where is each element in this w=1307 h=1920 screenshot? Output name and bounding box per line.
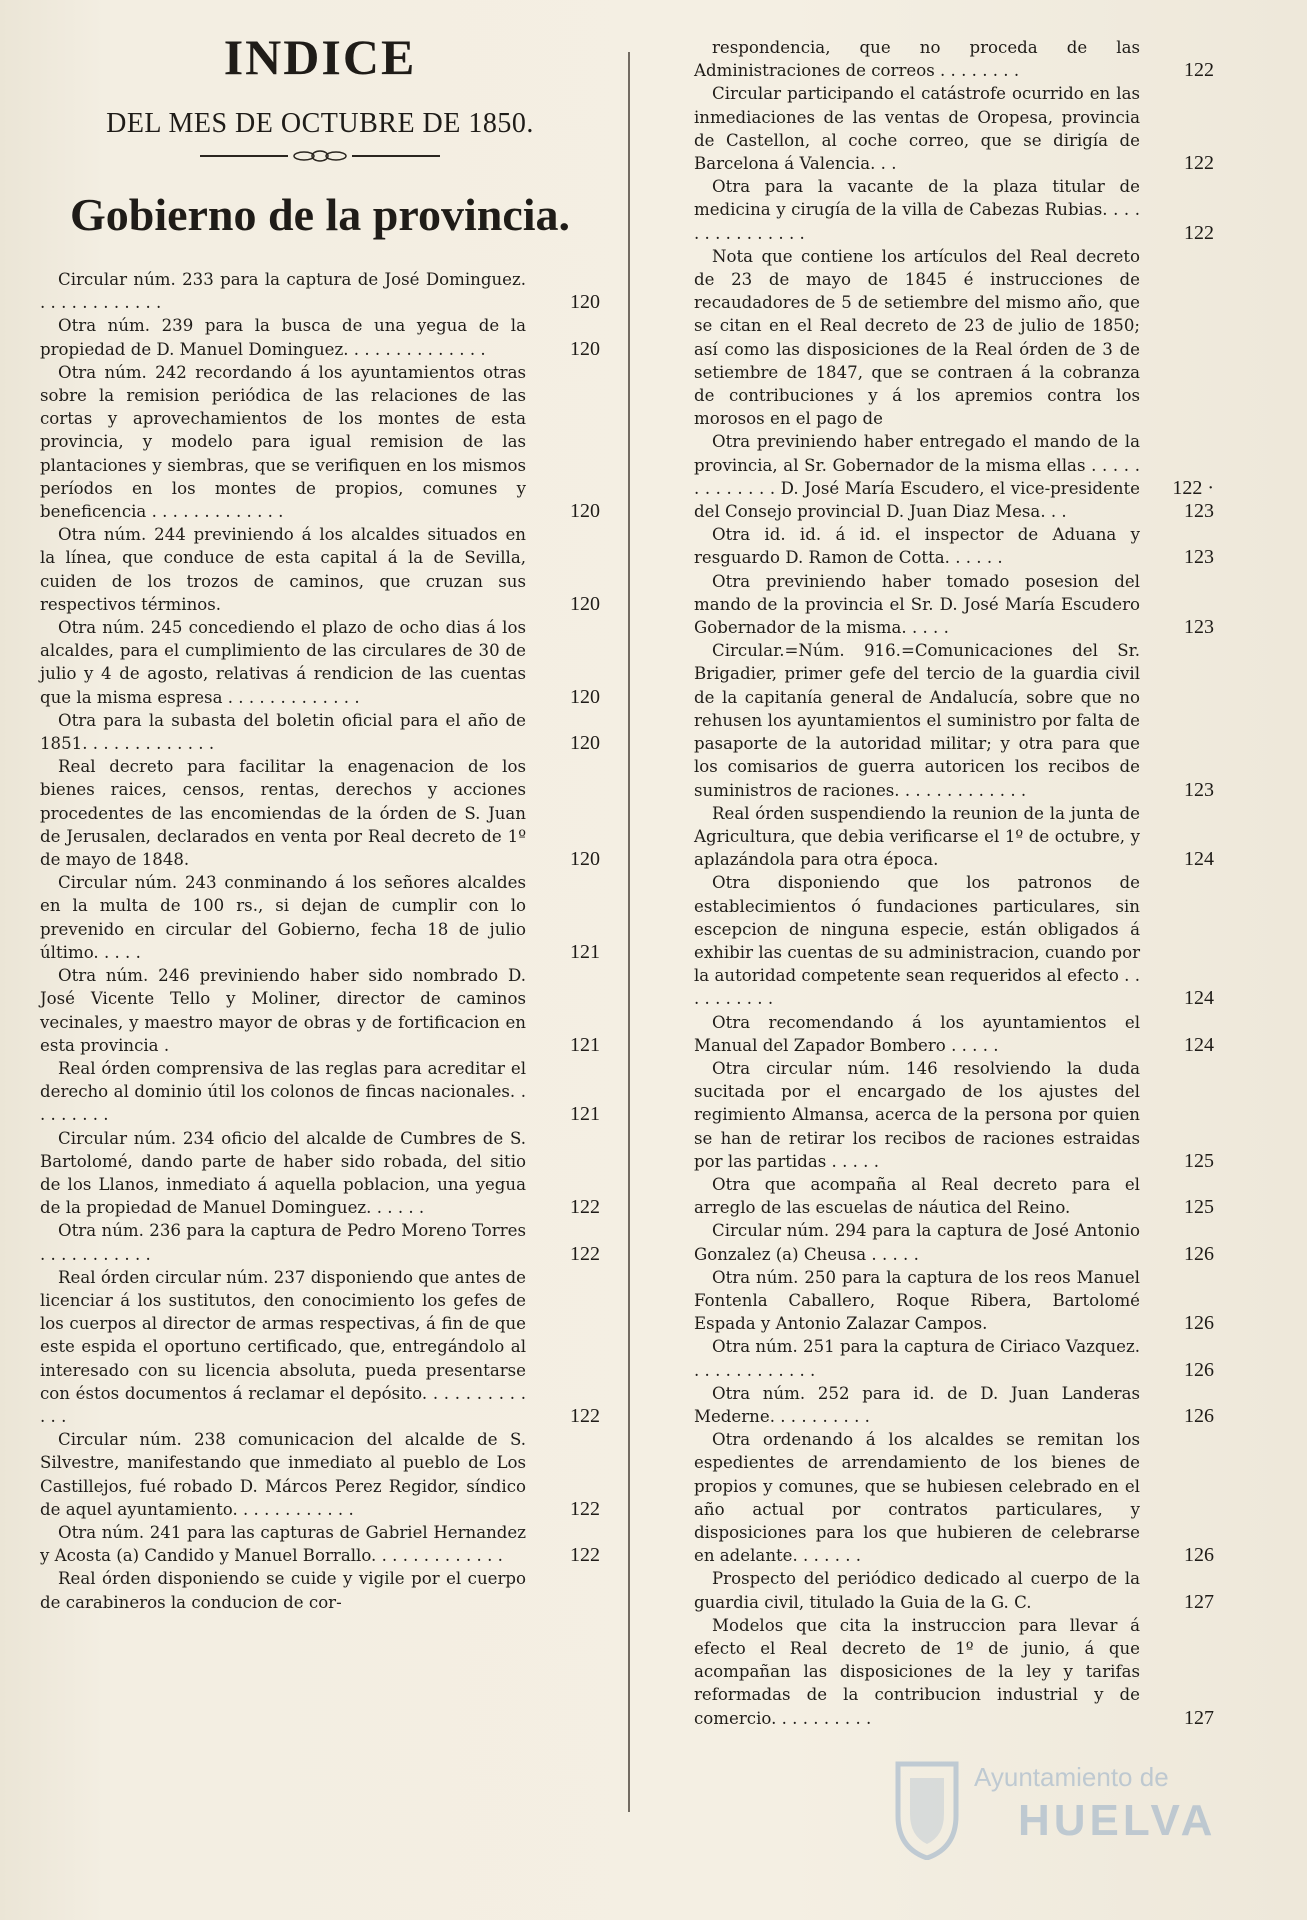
entry-text: Modelos que cita la instruccion para llevar á efecto el Real decreto de 1º de junio, á que acompañan las disposiciones de la ley y tarifas reformadas de la contribucion industrial y de comercio. . . . . . . . . . — [694, 1615, 1140, 1728]
watermark-line2: HUELVA — [1018, 1796, 1217, 1845]
index-entry — [694, 1219, 1214, 1265]
index-entry — [40, 871, 600, 964]
index-entry — [694, 245, 1214, 431]
index-entry — [40, 1266, 600, 1428]
watermark-line1: Ayuntamiento de — [974, 1762, 1169, 1792]
entry-text: Circular participando el catástrofe ocurrido en las inmediaciones de las ventas de Oropesa, provincia de Castellon, al coche correo, que se dirigía de Barcelona á Valencia. . . — [694, 84, 1140, 174]
index-entry — [694, 82, 1214, 175]
entry-text: Real órden disponiendo se cuide y vigile por el cuerpo de carabineros la conducion de cor- — [40, 1569, 526, 1612]
entry-page-number: 127 — [1184, 1590, 1214, 1613]
entry-page-number: 122 — [570, 1544, 600, 1567]
entry-text: Otra núm. 241 para las capturas de Gabriel Hernandez y Acosta (a) Candido y Manuel Borrallo. . . . . . . . . . . . . — [40, 1522, 526, 1566]
entry-page-number: 120 — [570, 848, 600, 871]
page-title: INDICE — [223, 29, 417, 85]
index-entry — [694, 1428, 1214, 1567]
entry-page-number: 122 — [1184, 152, 1214, 175]
entry-text: Otra núm. 252 para id. de D. Juan Landeras Mederne. . . . . . . . . . — [694, 1383, 1140, 1426]
entry-page-number: 122 — [570, 1196, 600, 1219]
entry-page-number: 126 — [1184, 1358, 1214, 1381]
index-entry — [40, 1567, 600, 1613]
entry-text: Otra previniendo haber entregado el mando de la provincia, al Sr. Gobernador de la misma ellas . . . . . . . . . . . . . D. José María Escudero, el vice-presidente del Consejo provincial D. Juan Diaz Mesa. . . — [694, 432, 1140, 522]
entry-page-number: 120 — [570, 291, 600, 314]
index-entry — [694, 802, 1214, 872]
index-entry — [40, 1428, 600, 1521]
entry-text: Circular núm. 233 para la captura de José Dominguez. . . . . . . . . . . . . — [40, 270, 526, 313]
watermark-logo — [892, 1756, 1232, 1866]
index-entry — [40, 1521, 600, 1567]
entry-text: Nota que contiene los artículos del Real decreto de 23 de mayo de 1845 é instrucciones de recaudadores de 5 de setiembre del mismo año, que se citan en el Real decreto de 23 de julio de 1850; así como las disposiciones de la Real órden de 3 de setiembre de 1847, que se contraen á la cobranza de contribuciones y á los apremios contra los morosos en el pago de — [694, 246, 1140, 429]
index-entry — [694, 639, 1214, 801]
entry-text: Otra núm. 239 para la busca de una yegua de la propiedad de D. Manuel Dominguez. . . . . . . . . . . . . . — [40, 316, 526, 359]
entry-text: Circular.=Núm. 916.=Comunicaciones del Sr. Brigadier, primer gefe del tercio de la guardia civil de la capitanía general de Andalucía, sobre que no rehusen los ayuntamientos el suministro por falta de pasaporte de la autoridad militar; y otra para que los comisarios de guerra autoricen los recibos de suministros de raciones. . . . . . . . . . . . . — [694, 641, 1140, 800]
ornament-divider — [200, 150, 440, 162]
entry-text: Real decreto para facilitar la enagenacion de los bienes raices, censos, rentas, derechos y acciones procedentes de las encomiendas de la órden de S. Juan de Jerusalen, declarados en venta por Real decreto de 1º de mayo de 1848. — [40, 757, 526, 870]
entry-page-number: 120 — [570, 732, 600, 755]
index-entry — [40, 616, 600, 709]
left-entry-list — [40, 268, 600, 1614]
entry-text: Circular núm. 238 comunicacion del alcalde de S. Silvestre, manifestando que inmediato al pueblo de Los Castillejos, fué robado D. Márcos Perez Regidor, síndico de aquel ayuntamiento. . . . . . . . . . . . — [40, 1430, 526, 1519]
entry-text: Prospecto del periódico dedicado al cuerpo de la guardia civil, titulado la Guia de la G. C. — [694, 1569, 1140, 1612]
index-entry — [40, 268, 600, 314]
entry-page-number: 121 — [570, 940, 600, 963]
entry-page-number: 122 — [570, 1497, 600, 1520]
index-entry — [40, 1127, 600, 1220]
entry-page-number: 120 — [570, 500, 600, 523]
index-entry — [694, 1614, 1214, 1730]
entry-page-number: 122 — [1184, 221, 1214, 244]
index-entry — [40, 1057, 600, 1127]
entry-page-number: 120 — [570, 337, 600, 360]
index-entry — [694, 1567, 1214, 1613]
entry-text: Otra circular núm. 146 resolviendo la duda sucitada por el encargado de los ajustes del regimiento Almansa, acerca de la persona por quien se han de retirar los recibos de raciones estraidas por las partidas . . . . . — [694, 1058, 1140, 1171]
entry-text: Otra id. id. á id. el inspector de Aduana y resguardo D. Ramon de Cotta. . . . . . — [694, 525, 1140, 568]
entry-page-number: 120 — [570, 685, 600, 708]
index-entry — [694, 1382, 1214, 1428]
entry-page-number: 126 — [1184, 1404, 1214, 1427]
entry-page-number: 122 — [1184, 59, 1214, 82]
entry-page-number: 122 · 123 — [1172, 476, 1214, 523]
entry-page-number: 121 — [570, 1033, 600, 1056]
index-entry — [694, 36, 1214, 82]
entry-page-number: 125 — [1184, 1149, 1214, 1172]
index-entry — [40, 1219, 600, 1265]
entry-page-number: 123 — [1184, 616, 1214, 639]
index-entry — [694, 871, 1214, 1010]
index-entry — [40, 523, 600, 616]
index-entry — [694, 570, 1214, 640]
entry-text: Otra núm. 244 previniendo á los alcaldes situados en la línea, que conduce de esta capital á la de Sevilla, cuiden de los trozos de caminos, que cruzan sus respectivos términos. — [40, 525, 526, 614]
entry-page-number: 125 — [1184, 1196, 1214, 1219]
entry-text: Otra para la subasta del boletin oficial para el año de 1851. . . . . . . . . . . . . — [40, 710, 526, 754]
index-entry — [40, 314, 600, 360]
entry-page-number: 120 — [570, 592, 600, 615]
entry-page-number: 122 — [570, 1242, 600, 1265]
entry-text: Otra núm. 236 para la captura de Pedro Moreno Torres . . . . . . . . . . . — [40, 1221, 526, 1264]
entry-text: Real órden suspendiendo la reunion de la junta de Agricultura, que debia verificarse el 1º de octubre, y aplazándola para otra época. — [694, 803, 1140, 870]
entry-page-number: 121 — [570, 1103, 600, 1126]
entry-text: Otra núm. 251 para la captura de Ciriaco Vazquez. . . . . . . . . . . . . — [694, 1337, 1140, 1380]
shield-icon — [892, 1756, 962, 1860]
entry-text: Real órden circular núm. 237 disponiendo que antes de licenciar á los sustitutos, den conocimiento los gefes de los cuerpos al director de armas respectivas, á fin de que este espida el oportuno certificado, que, entregándolo al interesado con su licencia absoluta, pueda presentarse con éstos documentos á reclamar el depósito. . . . . . . . . . . . . — [40, 1267, 526, 1426]
entry-text: Otra núm. 242 recordando á los ayuntamientos otras sobre la remision periódica de las relaciones de las cortas y aprovechamientos de los montes de esta provincia, y modelo para igual remision de las plantaciones y siembras, que se verifiquen en los mismos períodos en los montes de propios, comunes y beneficencia . . . . . . . . . . . . . — [40, 362, 526, 522]
right-entry-list — [694, 36, 1214, 1730]
entry-text: Circular núm. 294 para la captura de José Antonio Gonzalez (a) Cheusa . . . . . — [694, 1221, 1140, 1264]
entry-page-number: 126 — [1184, 1242, 1214, 1265]
index-entry — [40, 709, 600, 755]
entry-page-number: 123 — [1184, 778, 1214, 801]
index-entry — [40, 361, 600, 523]
entry-text: Otra núm. 245 concediendo el plazo de ocho dias á los alcaldes, para el cumplimiento de las circulares de 30 de julio y 4 de agosto, relativas á rendicion de las cuentas que la misma espresa . . . . . . . . . . . . . — [40, 618, 526, 707]
entry-page-number: 126 — [1184, 1312, 1214, 1335]
entry-text: Otra núm. 250 para la captura de los reos Manuel Fontenla Caballero, Roque Ribera, Bartolomé Espada y Antonio Zalazar Campos. — [694, 1267, 1140, 1334]
index-entry — [694, 1173, 1214, 1219]
entry-page-number: 127 — [1184, 1706, 1214, 1729]
entry-text: Otra previniendo haber tomado posesion del mando de la provincia el Sr. D. José María Escudero Gobernador de la misma. . . . . — [694, 571, 1140, 638]
page-subtitle: DEL MES DE OCTUBRE DE 1850. — [106, 108, 534, 139]
entry-page-number: 124 — [1184, 987, 1214, 1010]
entry-page-number: 124 — [1184, 1033, 1214, 1056]
entry-text: Otra ordenando á los alcaldes se remitan los espedientes de arrendamiento de los bienes de propios y comunes, que se hubiesen celebrado en el año actual por contratos particulares, y disposiciones para los que hubieren de celebrarse en adelante. . . . . . . — [694, 1430, 1140, 1566]
entry-text: Real órden comprensiva de las reglas para acreditar el derecho al dominio útil los colonos de fincas nacionales. . . . . . . . . — [40, 1058, 526, 1125]
entry-page-number: 126 — [1184, 1544, 1214, 1567]
index-entry — [694, 175, 1214, 245]
entry-page-number: 124 — [1184, 848, 1214, 871]
entry-text: Otra que acompaña al Real decreto para el arreglo de las escuelas de náutica del Reino. — [694, 1174, 1140, 1218]
column-divider — [628, 52, 630, 1812]
index-entry — [694, 523, 1214, 569]
section-heading: Gobierno de la provincia. — [69, 189, 571, 240]
index-entry — [694, 1266, 1214, 1336]
entry-page-number: 123 — [1184, 546, 1214, 569]
index-entry — [694, 1335, 1214, 1381]
entry-text: Circular núm. 243 conminando á los señores alcaldes en la multa de 100 rs., si dejan de cumplir con lo prevenido en circular del Gobierno, fecha 18 de julio último. . . . . — [40, 873, 526, 962]
entry-text: Otra núm. 246 previniendo haber sido nombrado D. José Vicente Tello y Moliner, director de caminos vecinales, y maestro mayor de obras y de fortificacion en esta provincia . — [40, 966, 526, 1055]
entry-page-number: 122 — [570, 1404, 600, 1427]
index-entry — [40, 755, 600, 871]
index-entry — [694, 430, 1214, 523]
index-entry — [40, 964, 600, 1057]
index-entry — [694, 1057, 1214, 1173]
entry-text: Otra disponiendo que los patronos de establecimientos ó fundaciones particulares, sin escepcion de ninguna especie, están obligados á exhibir las cuentas de su administracion, cuando por la autoridad competente sean requeridos al efecto . . . . . . . . . . — [694, 873, 1140, 1009]
index-entry — [694, 1011, 1214, 1057]
entry-text: Otra recomendando á los ayuntamientos el Manual del Zapador Bombero . . . . . — [694, 1012, 1140, 1055]
entry-text: Otra para la vacante de la plaza titular de medicina y cirugía de la villa de Cabezas Rubias. . . . . . . . . . . . . . . — [694, 177, 1140, 243]
entry-text: Circular núm. 234 oficio del alcalde de Cumbres de S. Bartolomé, dando parte de haber sido robada, del sitio de los Llanos, inmediato á aquella poblacion, una yegua de la propiedad de Manuel Dominguez. . . . . . — [40, 1128, 526, 1218]
entry-text: respondencia, que no proceda de las Administraciones de correos . . . . . . . . — [694, 38, 1140, 81]
